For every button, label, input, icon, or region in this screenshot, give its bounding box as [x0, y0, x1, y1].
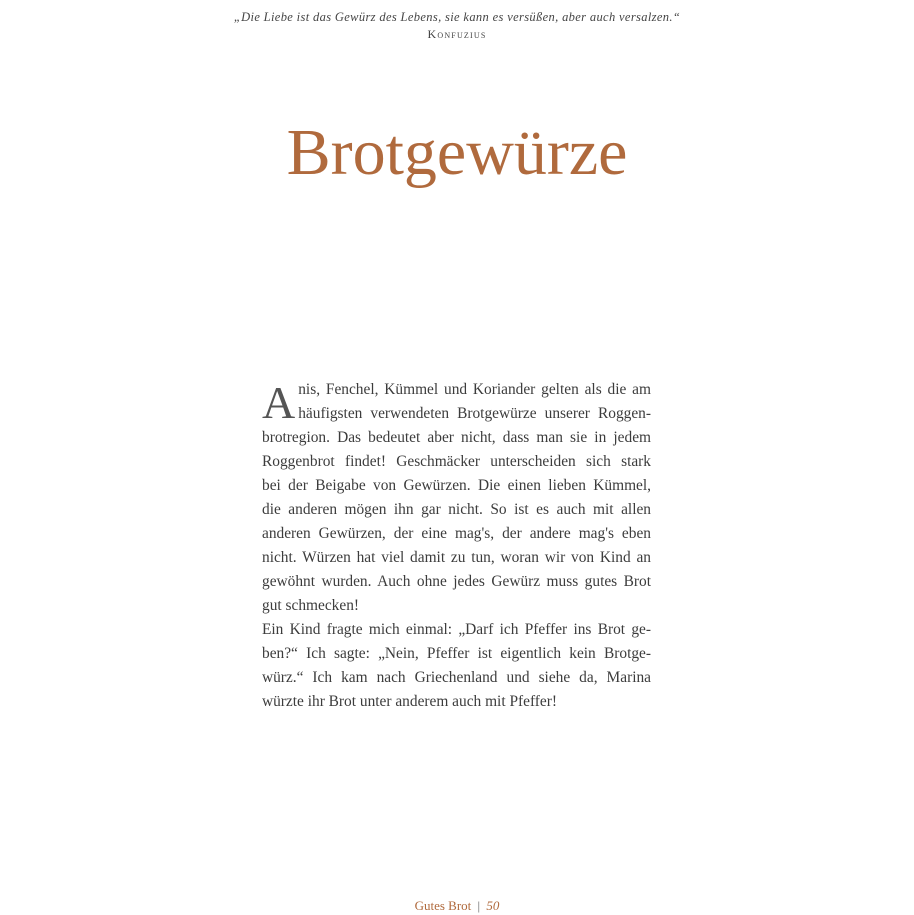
body-line: ben?“ Ich sagte: „Nein, Pfeffer ist eigentlich kein Brotge- — [262, 645, 651, 662]
epigraph-quote: „Die Liebe ist das Gewürz des Lebens, sie kann es versüßen, aber auch versalzen.“ — [233, 10, 681, 24]
body-line: gut schmecken! — [262, 597, 360, 614]
body-line: würzte ihr Brot unter anderem auch mit Pfeffer! — [262, 693, 558, 710]
body-line: Roggenbrot findet! Geschmäcker unterscheiden sich stark — [262, 453, 651, 470]
body-line: brotregion. Das bedeutet aber nicht, dass man sie in jedem — [262, 429, 651, 446]
body-line: die anderen mögen ihn gar nicht. So ist es auch mit allen — [262, 501, 651, 518]
body-line: gewöhnt wurden. Auch ohne jedes Gewürz muss gutes Brot — [262, 573, 651, 590]
body-line: Ein Kind fragte mich einmal: „Darf ich Pfeffer ins Brot ge- — [262, 621, 651, 638]
epigraph — [0, 8, 914, 42]
body-line: häufigsten verwendeten Brotgewürze unserer Roggen- — [298, 405, 651, 422]
body-line: nicht. Würzen hat viel damit zu tun, woran wir von Kind an — [262, 549, 651, 566]
body-line: anderen Gewürzen, der eine mag's, der andere mag's eben — [262, 525, 651, 542]
footer-separator: | — [477, 898, 481, 913]
body-line: würz.“ Ich kam nach Griechenland und siehe da, Marina — [262, 669, 651, 686]
body-line: nis, Fenchel, Kümmel und Koriander gelten als die am — [298, 381, 651, 398]
drop-cap: A — [262, 377, 296, 428]
footer-book-title: Gutes Brot — [414, 898, 472, 913]
body-line: bei der Beigabe von Gewürzen. Die einen lieben Kümmel, — [262, 477, 651, 494]
body-text — [262, 378, 651, 714]
chapter-title: Brotgewürze — [286, 116, 628, 189]
epigraph-author: Konfuzius — [427, 27, 487, 41]
page-footer — [0, 897, 914, 915]
page-number: 50 — [486, 898, 500, 913]
